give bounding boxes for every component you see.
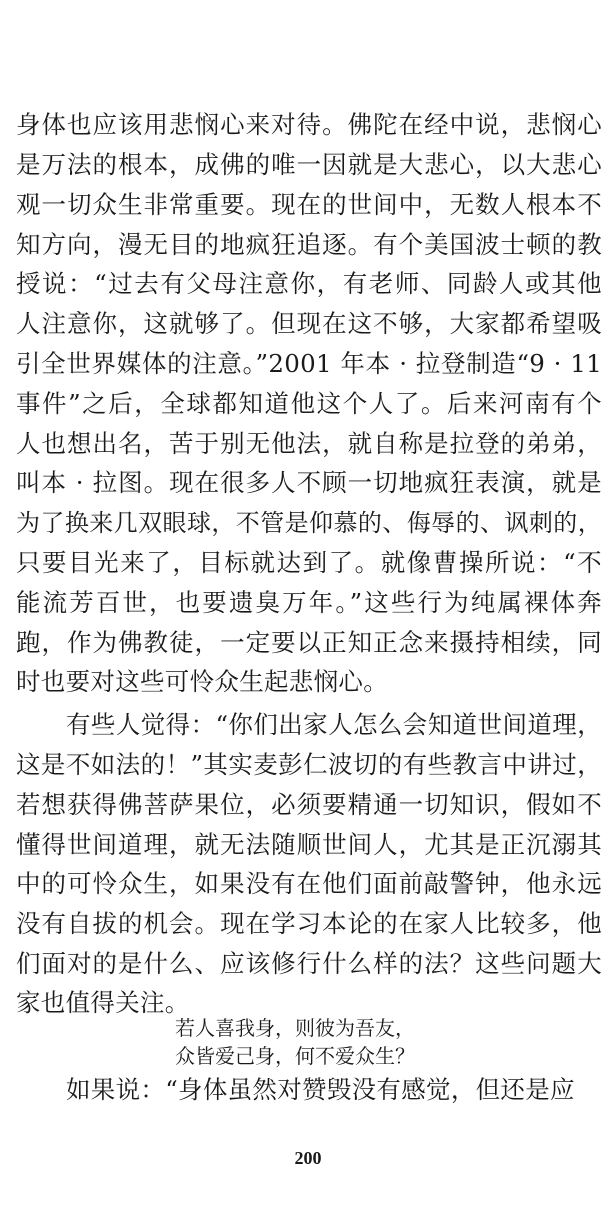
text-line: 观一切众生非常重要。现在的世间中，无数人根本不 <box>16 190 602 219</box>
text-line: 懂得世间道理，就无法随顺世间人，尤其是正沉溺其 <box>16 830 602 859</box>
verse-line: 若人喜我身，则彼为吾友， <box>175 1016 415 1040</box>
text-line: 如果说：“身体虽然对赞毁没有感觉，但还是应 <box>66 1075 575 1104</box>
text-line: 知方向，漫无目的地疯狂追逐。有个美国波士顿的教 <box>16 230 602 259</box>
text-line: 没有自拔的机会。现在学习本论的在家人比较多，他 <box>16 909 602 938</box>
text-line: 家也值得关注。 <box>16 988 190 1017</box>
text-line: 身体也应该用悲悯心来对待。佛陀在经中说，悲悯心 <box>16 110 602 139</box>
text-line: 叫本 · 拉图。现在很多人不顾一切地疯狂表演，就是 <box>16 468 602 497</box>
text-line: 跑，作为佛教徒，一定要以正知正念来摄持相续，同 <box>16 628 602 657</box>
text-line: 有些人觉得：“你们出家人怎么会知道世间道理， <box>66 710 602 739</box>
text-line: 人也想出名，苦于别无他法，就自称是拉登的弟弟， <box>16 429 602 458</box>
text-line: 是万法的根本，成佛的唯一因就是大悲心，以大悲心 <box>16 150 602 179</box>
text-line: 事件”之后，全球都知道他这个人了。后来河南有个 <box>16 389 602 418</box>
text-line: 若想获得佛菩萨果位，必须要精通一切知识，假如不 <box>16 790 602 819</box>
text-line: 能流芳百世，也要遗臭万年。”这些行为纯属裸体奔 <box>16 588 602 617</box>
text-line: 只要目光来了，目标就达到了。就像曹操所说：“不 <box>16 548 602 577</box>
page-number: 200 <box>294 1148 322 1168</box>
text-line: 授说：“过去有父母注意你，有老师、同龄人或其他 <box>16 269 602 298</box>
text-line: 中的可怜众生，如果没有在他们面前敲警钟，他永远 <box>16 869 602 898</box>
text-line: 人注意你，这就够了。但现在这不够，大家都希望吸 <box>16 309 602 338</box>
text-line: 引全世界媒体的注意。”2001 年本 · 拉登制造“9 · 11 <box>16 349 602 378</box>
verse-line: 众皆爱己身，何不爱众生？ <box>175 1044 415 1068</box>
text-line: 为了换来几双眼球，不管是仰慕的、侮辱的、讽刺的， <box>16 509 602 537</box>
text-line: 们面对的是什么、应该修行什么样的法？这些问题大 <box>16 949 602 978</box>
text-line: 这是不如法的！”其实麦彭仁波切的有些教言中讲过， <box>16 750 602 779</box>
text-line: 时也要对这些可怜众生起悲悯心。 <box>16 667 388 696</box>
